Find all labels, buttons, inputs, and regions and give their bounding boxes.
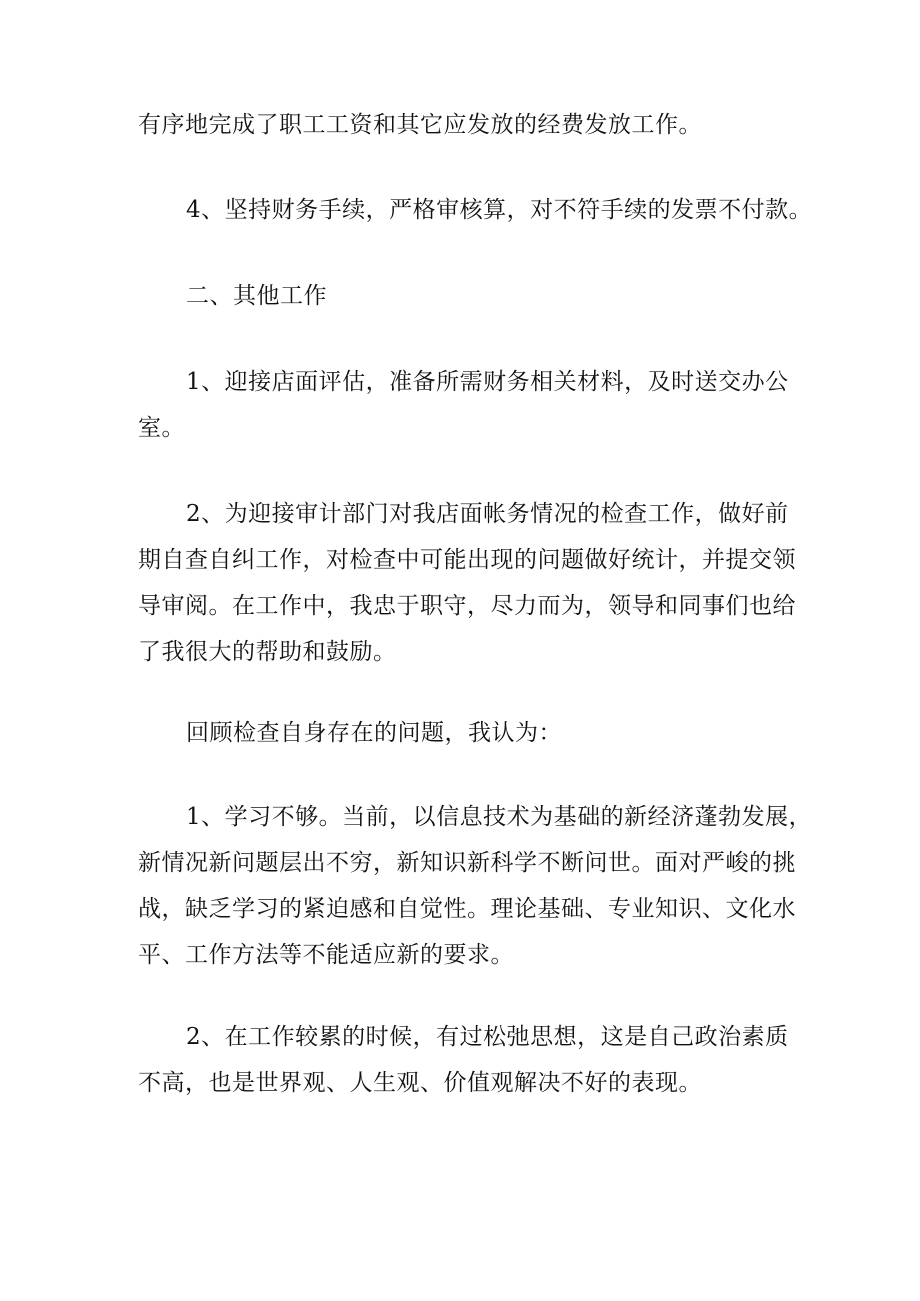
paragraph-other-item-1 [138, 359, 788, 451]
text-line: 室。 [138, 415, 185, 441]
text-line: 回顾检查自身存在的问题，我认为： [186, 720, 562, 746]
text-line: 导审阅。在工作中，我忠于职守，尽力而为，领导和同事们也给 [138, 593, 796, 619]
text-line: 有序地完成了职工工资和其它应发放的经费发放工作。 [138, 112, 702, 138]
text-line: 二、其他工作 [186, 283, 327, 309]
text-line: 2、在工作较累的时候，有过松弛思想，这是自己政治素质 [186, 1024, 789, 1050]
paragraph-problem-2 [138, 1014, 788, 1106]
text-line: 战，缺乏学习的紧迫感和自觉性。理论基础、专业知识、文化水 [138, 896, 796, 922]
section-heading-other-work [138, 273, 788, 319]
text-line: 2、为迎接审计部门对我店面帐务情况的检查工作，做好前 [186, 501, 789, 527]
text-line: 不高，也是世界观、人生观、价值观解决不好的表现。 [138, 1070, 702, 1096]
paragraph-item-4 [138, 187, 813, 233]
paragraph-other-item-2 [138, 491, 796, 675]
text-line: 了我很大的帮助和鼓励。 [138, 639, 397, 665]
paragraph-problem-1 [138, 794, 813, 978]
text-line: 1、迎接店面评估，准备所需财务相关材料，及时送交办公 [186, 369, 789, 395]
text-line: 4、坚持财务手续，严格审核算，对不符手续的发票不付款。 [186, 197, 813, 223]
text-line: 期自查自纠工作，对检查中可能出现的问题做好统计，并提交领 [138, 547, 796, 573]
text-line: 1、学习不够。当前，以信息技术为基础的新经济蓬勃发展， [186, 804, 813, 830]
paragraph-review-intro [138, 710, 788, 756]
paragraph-continuation [138, 102, 788, 148]
text-line: 平、工作方法等不能适应新的要求。 [138, 942, 514, 968]
text-line: 新情况新问题层出不穷，新知识新科学不断问世。面对严峻的挑 [138, 850, 796, 876]
